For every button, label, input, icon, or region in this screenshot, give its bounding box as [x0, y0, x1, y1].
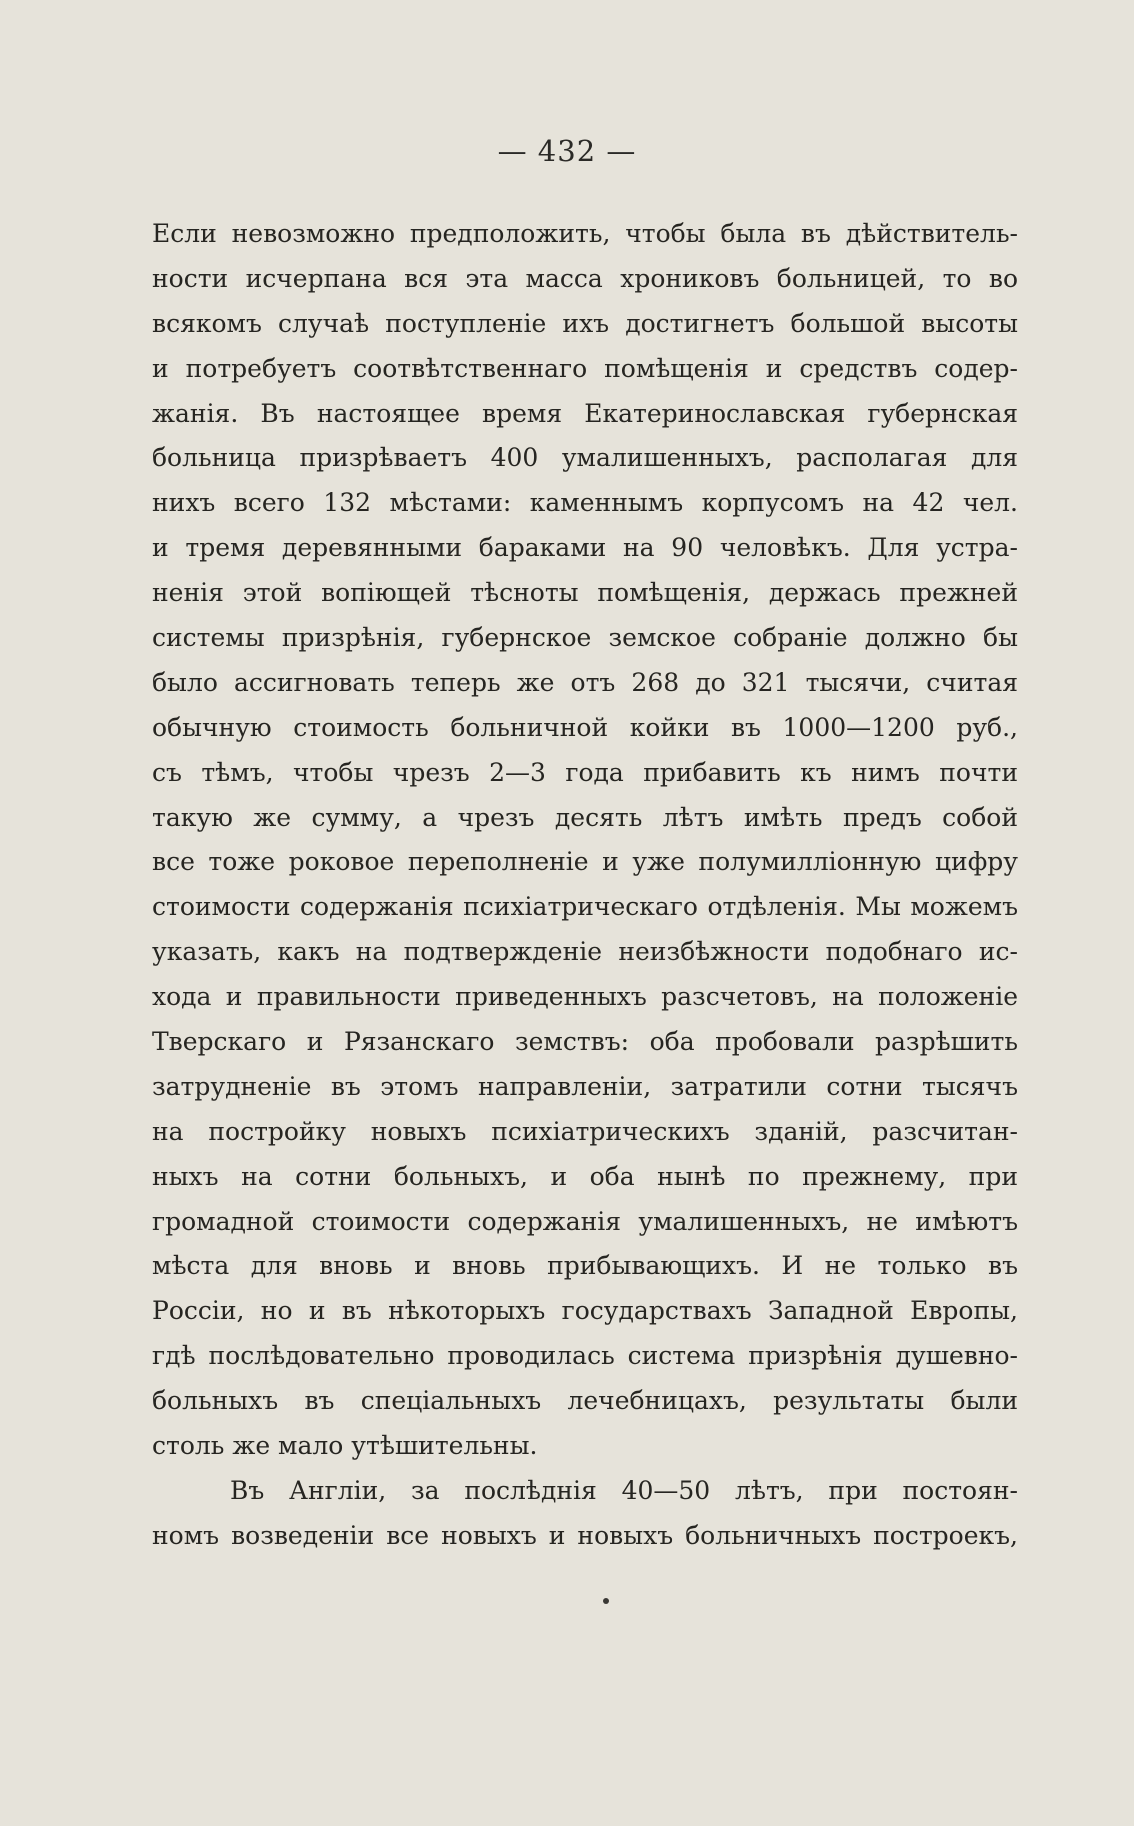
text-line: Россіи, но и въ нѣкоторыхъ государствахъ Западной Европы, [152, 1296, 1018, 1326]
text-line: съ тѣмъ, чтобы чрезъ 2—3 года прибавить къ нимъ почти [152, 757, 1018, 787]
text-line: ности исчерпана вся эта масса хрониковъ больницей, то во [152, 263, 1018, 293]
ink-speck [603, 1598, 609, 1604]
text-line: на постройку новыхъ психіатрическихъ зданій, разсчитан- [152, 1116, 1018, 1146]
text-line: всякомъ случаѣ поступленіе ихъ достигнетъ большой высоты [152, 308, 1018, 338]
text-line: Въ Англіи, за послѣднія 40—50 лѣтъ, при постоян- [230, 1475, 1018, 1505]
paragraph-2 [152, 1469, 1018, 1559]
text-line: жанія. Въ настоящее время Екатеринославская губернская [152, 398, 1018, 428]
text-line: и тремя деревянными бараками на 90 человѣкъ. Для устра- [152, 533, 1018, 563]
text-line: больница призрѣваетъ 400 умалишенныхъ, располагая для [152, 443, 1018, 473]
page-number: — 432 — [497, 134, 637, 168]
text-line: все тоже роковое переполненіе и уже полумилліонную цифру [152, 847, 1018, 877]
text-line: больныхъ въ спеціальныхъ лечебницахъ, результаты были [152, 1386, 1018, 1416]
text-line: хода и правильности приведенныхъ разсчетовъ, на положеніе [152, 982, 1018, 1012]
text-line: и потребуетъ соотвѣтственнаго помѣщенія и средствъ содер- [152, 353, 1018, 383]
text-line: затрудненіе въ этомъ направленіи, затратили сотни тысячъ [152, 1071, 1018, 1101]
text-line: стоимости содержанія психіатрическаго отдѣленія. Мы можемъ [152, 892, 1018, 922]
text-line: Тверскаго и Рязанскаго земствъ: оба пробовали разрѣшить [152, 1027, 1018, 1057]
text-line: такую же сумму, а чрезъ десять лѣтъ имѣть предъ собой [152, 802, 1018, 832]
text-line: столь же мало утѣшительны. [152, 1431, 538, 1461]
text-line: обычную стоимость больничной койки въ 1000—1200 руб., [152, 712, 1018, 742]
text-line: номъ возведеніи все новыхъ и новыхъ больничныхъ построекъ, [152, 1520, 1018, 1550]
text-line: указать, какъ на подтвержденіе неизбѣжности подобнаго ис- [152, 937, 1018, 967]
text-line: нихъ всего 132 мѣстами: каменнымъ корпусомъ на 42 чел. [152, 488, 1018, 518]
text-line: системы призрѣнія, губернское земское собраніе должно бы [152, 623, 1018, 653]
text-line: громадной стоимости содержанія умалишенныхъ, не имѣютъ [152, 1206, 1018, 1236]
text-line: Если невозможно предположить, чтобы была въ дѣйствитель- [152, 219, 1018, 248]
text-line: мѣста для вновь и вновь прибывающихъ. И не только въ [152, 1251, 1018, 1281]
body-text [152, 212, 1018, 1559]
text-line: было ассигновать теперь же отъ 268 до 321 тысячи, считая [152, 667, 1018, 697]
text-line: гдѣ послѣдовательно проводилась система призрѣнія душевно- [152, 1341, 1018, 1371]
paragraph-1 [152, 212, 1018, 1469]
text-line: ныхъ на сотни больныхъ, и оба нынѣ по прежнему, при [152, 1161, 1018, 1191]
text-line: ненія этой вопіющей тѣсноты помѣщенія, держась прежней [152, 578, 1018, 608]
